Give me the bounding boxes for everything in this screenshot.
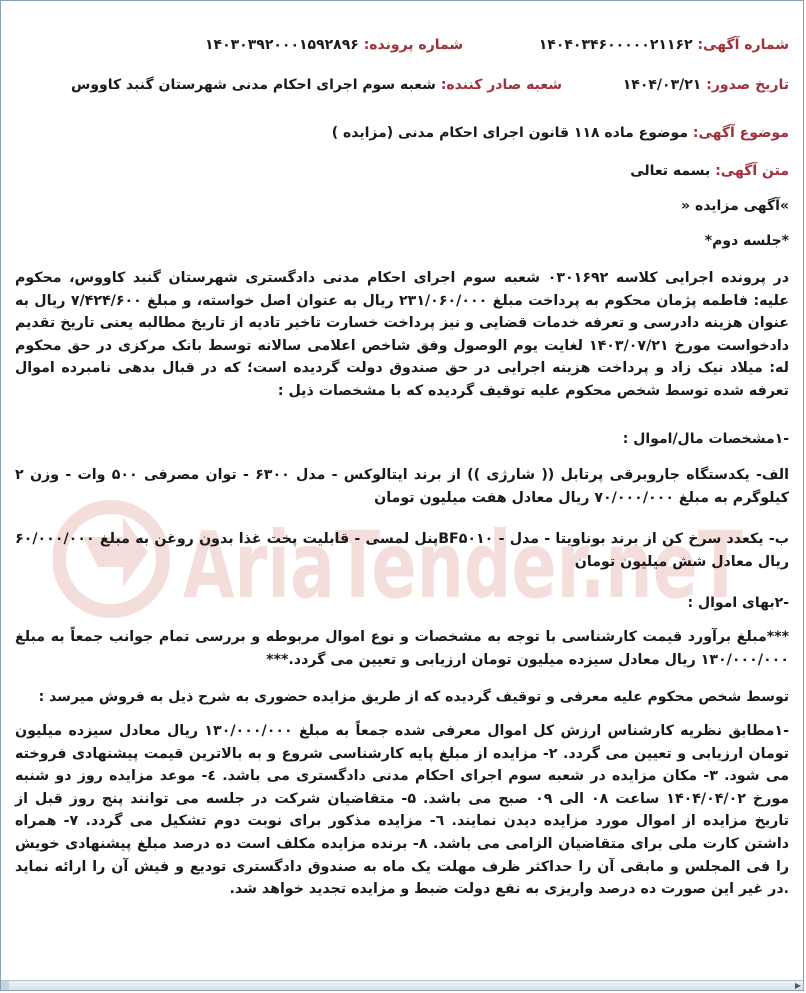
watermark-text: AriaTender.neT: [183, 512, 744, 619]
case-number: شماره پرونده: ۱۴۰۳۰۳۹۲۰۰۰۱۵۹۲۸۹۶: [205, 37, 464, 53]
notice-body-label: متن آگهی: بسمه تعالی: [630, 163, 789, 179]
session-label: *جلسه دوم*: [704, 233, 789, 249]
item-a: الف- یکدستگاه جاروبرقی پرتابل (( شارژی )) از برند ایتالوکس - مدل ۶۳۰۰ - توان مصرفی ۵۰۰ وات - وزن ۲ کیلوگرم به مبلغ ۷۰/۰۰۰/۰۰۰ ریال معادل هفت میلیون تومان: [15, 467, 789, 506]
scrollbar-thumb[interactable]: [1, 981, 9, 990]
notice-subject: موضوع آگهی: موضوع ماده ۱۱۸ قانون اجرای احکام مدنی (مزایده ): [331, 125, 789, 141]
valuation-paragraph: ***مبلغ برآورد قیمت کارشناسی با توجه به مشخصات و نوع اموال مربوطه و بررسی تمام جوانب جمعاً به مبلغ ۱۳۰/۰۰۰/۰۰۰ ریال معادل سیزده میلیون تومان ارزیابی و تعیین می گردد.***: [15, 629, 789, 668]
section-2-title: -۲بهای اموال :: [687, 595, 789, 611]
sale-intro: توسط شخص محکوم علیه معرفی و توقیف گردیده که از طریق مزایده حضوری به شرح ذیل به فروش میرسد :: [38, 689, 789, 705]
issuer: شعبه صادر کننده: شعبه سوم اجرای احکام مدنی شهرستان گنبد کاووس: [71, 77, 562, 93]
notice-number: شماره آگهی: ۱۴۰۴۰۳۴۶۰۰۰۰۰۲۱۱۶۲: [538, 37, 789, 53]
horizontal-scrollbar[interactable]: [1, 980, 803, 990]
section-1-title: -۱مشخصات مال/اموال :: [622, 431, 789, 447]
scroll-right-arrow-icon[interactable]: ▶: [794, 981, 801, 990]
item-b: ب- یکعدد سرخ کن از برند بوناویتا - مدل - BF۵۰۱۰پنل لمسی - قابلیت پخت غذا بدون روغن به مبلغ ۶۰/۰۰۰/۰۰۰ ریال معادل شش میلیون تومان: [15, 531, 789, 570]
issue-date: تاریخ صدور: ۱۴۰۴/۰۳/۲۱: [622, 77, 789, 93]
conditions-paragraph: -۱مطابق نظریه کارشناس ارزش کل اموال معرفی شده جمعاً به مبلغ ۱۳۰/۰۰۰/۰۰۰ ریال معادل سیزده میلیون تومان ارزیابی و تعیین می گردد. ۲- مزایده از مبلغ پایه کارشناسی شروع و به بالاترین قیمت پیشنهادی فروخته می شود. ۳- مکان مزایده در شعبه سوم اجرای احکام مدنی دادگستری می باشد. ٤- موعد مزایده روز دو شنبه مورخ ۱۴۰۴/۰۴/۰۲ ساعت ۰۸ الی ۰۹ صبح می باشد. ۵- متقاضیان شرکت در جلسه می توانند پنج روز قبل از تاریخ مزایده از اموال مورد مزایده دیدن نمایند. ٦- مزایده مذکور برای نوبت دوم تشکیل می گردد. ۷- همراه داشتن کارت ملی برای متقاضیان الزامی می باشد. ۸- برنده مزایده مکلف است ده درصد مبلغ پیشنهادی خویش را فی المجلس و مابقی آن را حداکثر ظرف مهلت یک ماه به صندوق دادگستری تودیع و فیش آن را ارائه نماید .در غیر این صورت ده درصد واریزی به نفع دولت ضبط و مزایده تجدید خواهد شد.: [15, 723, 789, 898]
paragraph-case-details: در پرونده اجرایی کلاسه ۰۳۰۱۶۹۲ شعبه سوم اجرای احکام مدنی دادگستری شهرستان گنبد کاووس، محکوم علیه: فاطمه پژمان محکوم به پرداخت مبلغ ۲۳۱/۰۶۰/۰۰۰ ریال به عنوان اصل خواسته، و مبلغ ۷/۴۲۴/۶۰۰ ریال به عنوان هزینه دادرسی و تعرفه خدمات قضایی و نیز پرداخت خسارت تاخیر تادیه از تاریخ مطالبه یعنی تاریخ تقدیم دادخواست مورخ ۱۴۰۳/۰۷/۲۱ لغایت یوم الوصول وفق شاخص اعلامی سالانه توسط بانک مرکزی در حق محکوم له: میلاد نیک زاد و پرداخت هزینه اجرایی در حق صندوق دولت گردیده است؛ که در قبال بدهی نامبرده اموال تعرفه شده توسط شخص محکوم علیه توقیف گردیده که با مشخصات ذیل :: [15, 270, 789, 399]
notice-heading: »آگهی مزایده «: [681, 198, 789, 214]
